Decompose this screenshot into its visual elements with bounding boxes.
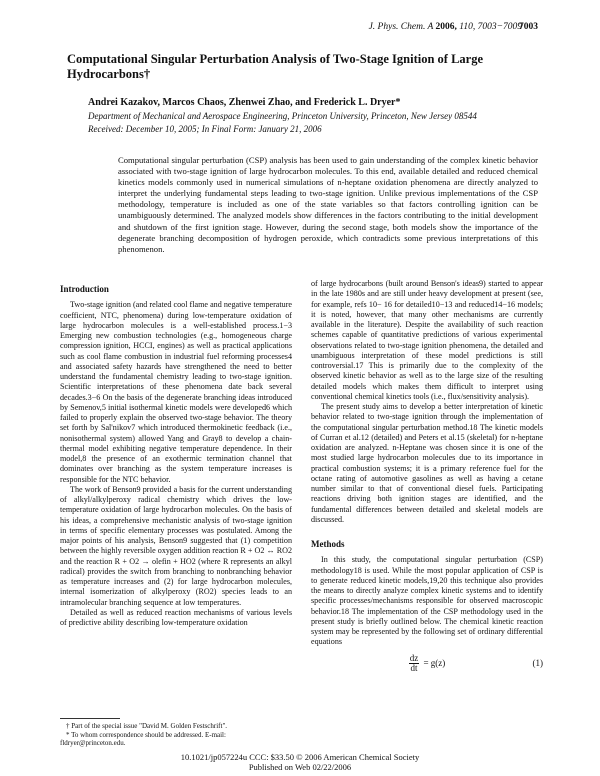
received-dates: Received: December 10, 2005; In Final Form: January 21, 2006 bbox=[88, 124, 322, 134]
section-heading-methods: Methods bbox=[311, 539, 345, 549]
footnotes bbox=[60, 722, 292, 748]
paragraph: The work of Benson9 provided a basis for the current understanding of alkyl/alkylperoxy radical chemistry which drives the low-temperature oxidation of large hydrocarbon molecules. On the basis of his ideas, a comprehensive mechanistic analysis of two-stage ignition in terms of specific elementary processes was postulated. Among the major points of his analysis, Benson9 suggested that (1) competition between the highly reversible oxygen addition reaction R + O2 ↔ RO2 and the reaction R + O2 → olefin + HO2 (where R represents an alkyl radical) provides the switch from branching to nonbranching behavior as temperature increases and (2) for large hydrocarbon molecules, internal isomerization of alkylperoxy (RO2) species leads to an intramolecular branching sequence at low temperatures. bbox=[60, 484, 292, 607]
page-number: 7003 bbox=[519, 22, 538, 32]
right-column bbox=[311, 279, 543, 673]
paragraph: Two-stage ignition (and related cool flame and negative temperature coefficient, NTC, phenomena) during low-temperature oxidation of large hydrocarbon molecules is a well-established process.1−3 Emerging new combustion technologies (e.g., homogeneous charge compression ignition, HCCI, engines) as well as practical applications such as cool flame combustion in industrial fuel reforming processes4 and associated safety hazards have strengthened the need to better understand the fundamental chemistry leading to two-stage ignition. Scientific interpretations of these phenomena date back several decades.3−6 On the basis of the degenerate branching ideas introduced by Semenov,5 initial isothermal kinetic models were developed6 which failed to properly explain the observed two-stage behavior. The theory set forth by Sal'nikov7 which introduced thermokinetic feedback (i.e., nonisothermal system) allowed Yang and Gray8 to develop a chain-thermal model exhibiting negative temperature dependence. In their model,8 the presence of an exothermic termination channel that dominates over branching as the system temperature increases is responsible for the NTC behavior. bbox=[60, 300, 292, 484]
paragraph: Detailed as well as reduced reaction mechanisms of various levels of predictive ability describing low-temperature oxidation bbox=[60, 607, 292, 627]
affiliation: Department of Mechanical and Aerospace Engineering, Princeton University, Princeton, New Jersey 08544 bbox=[88, 111, 477, 121]
equation-rhs: = g(z) bbox=[423, 657, 446, 668]
doi-copyright: 10.1021/jp057224u CCC: $33.50 © 2006 American Chemical Society bbox=[180, 752, 420, 762]
journal-citation bbox=[369, 22, 522, 32]
footnote: * To whom correspondence should be addressed. E-mail: fldryer@princeton.edu. bbox=[60, 730, 226, 747]
publication-date: Published on Web 02/22/2006 bbox=[248, 762, 352, 772]
journal-year: 2006, bbox=[435, 22, 457, 32]
footnote-divider bbox=[60, 718, 120, 719]
equation-1 bbox=[311, 654, 543, 673]
footnote: † Part of the special issue "David M. Golden Festschrift". bbox=[66, 722, 228, 730]
paragraph: In this study, the computational singular perturbation (CSP) methodology18 is used. While the most popular application of CSP is to generate reduced kinetic models,19,20 this technique also provides the means to directly analyze complex kinetic systems and to identify specific processes/mechanisms responsible for observed macroscopic behavior.18 The implementation of the CSP methodology used in the present study is briefly outlined below. The chemical kinetic reaction system may be represented by the following set of ordinary differential equations bbox=[311, 555, 543, 647]
left-column bbox=[60, 282, 292, 628]
equation-number: (1) bbox=[532, 657, 543, 668]
equation-denominator: dt bbox=[410, 662, 418, 673]
article-title: Computational Singular Perturbation Analysis of Two-Stage Ignition of Large Hydrocarbons† bbox=[67, 52, 484, 81]
equation-fraction bbox=[409, 654, 420, 673]
equation-numerator: dz bbox=[409, 652, 419, 663]
article-authors: Andrei Kazakov, Marcos Chaos, Zhenwei Zhao, and Frederick L. Dryer* bbox=[88, 97, 401, 108]
abstract: Computational singular perturbation (CSP) analysis has been used to gain understanding of the complex kinetic behavior associated with two-stage ignition of large hydrocarbon molecules. To this end, available detailed and reduced chemical kinetics models commonly used in numerical simulations of n-heptane oxidation phenomena are directly analyzed to interpret the underlying fundamental steps leading to two-stage ignition. Unlike previous implementations of the CSP methodology, temperature is included as one of the state variables so that factors controlling ignition can be unambiguously determined. The analyzed models show differences in the factors contributing to the initial development and shutdown of the first ignition stage. However, during the second stage, both models show the importance of the degenerate branching decomposition of hydrogen peroxide, which contradicts some previous interpretations of this phenomenon. bbox=[118, 155, 538, 254]
journal-volume-pages: 110, 7003−7009 bbox=[459, 22, 522, 32]
section-heading-introduction: Introduction bbox=[60, 284, 109, 294]
journal-name: J. Phys. Chem. A bbox=[368, 22, 434, 32]
running-header bbox=[0, 22, 600, 36]
paragraph: The present study aims to develop a better interpretation of kinetic behavior related to two-stage ignition through the implementation of the computational singular perturbation method.18 The kinetic models of Curran et al.12 (detailed) and Peters et al.15 (skeletal) for n-heptane oxidation are analyzed. n-Heptane was chosen since it is one of the most studied large hydrocarbon molecules due to its importance in practical combustion systems; it is a primary reference fuel for the octane rating of automotive gasolines as well as having a cetane number similar to that of conventional diesel fuels. Participating reactions driving both ignition stages are identified, and the fundamental differences between detailed and skeletal models are discussed. bbox=[311, 402, 543, 524]
paragraph: of large hydrocarbons (built around Benson's ideas9) started to appear in the late 1980s and are still under heavy development at present (see, for example, refs 10− 16 for detailed10−13 and reduced14−16 models; it is noted, however, that many other mechanisms are currently available in the literature). Despite the availability of such reaction schemes capable of quantitative predictions of various experimental observations related to two-stage ignition phenomena, the detailed and unambiguous interpretation of these model predictions is still controversial.17 This is primarily due to the complexity of the observed kinetic behavior as well as to the large size of the resulting detailed models which makes them difficult to interpret using conventional chemical kinetics tools (i.e., flux/sensitivity analysis). bbox=[311, 279, 543, 401]
page-footer bbox=[0, 752, 600, 772]
